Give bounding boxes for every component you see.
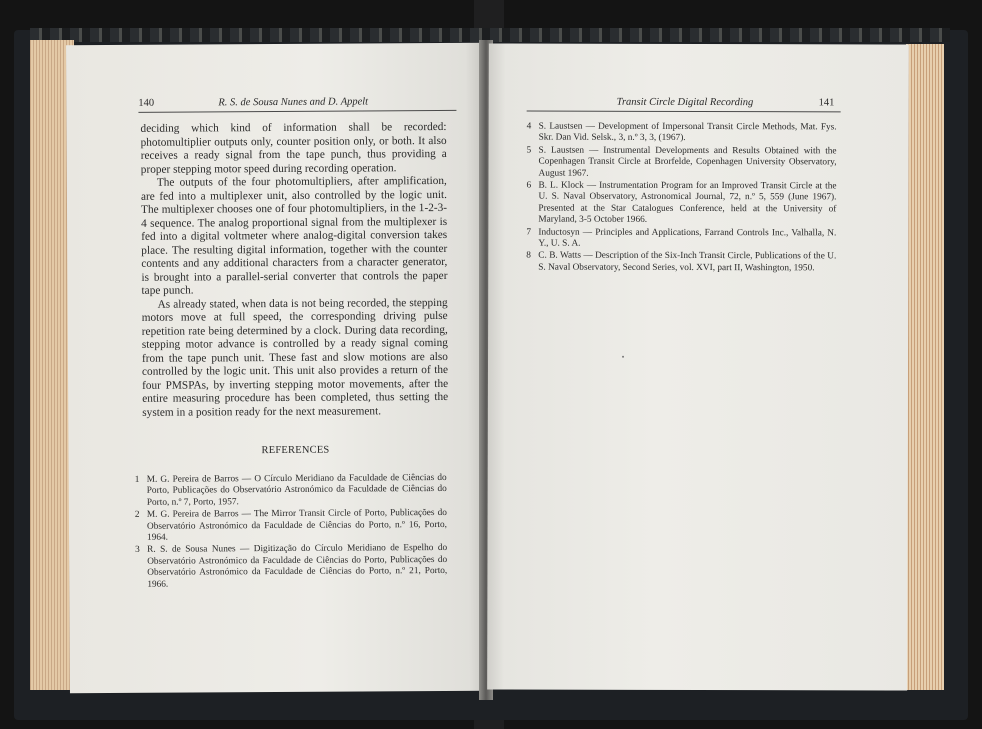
reference-text: B. L. Klock — Instrumentation Program for an Improved Transit Circle at the U. S. Naval Observatory, Astronomical Journal, 72, n.º 5, 559 (June 1967). Presented at the Star Catalogues Conference, held at the University of Maryland, 3-5 October 1966. [538,180,837,226]
right-references-list [526,122,836,276]
right-page-stack [906,44,944,690]
references-heading: REFERENCES [261,444,330,457]
reference-text: S. Laustsen — Development of Impersonal Transit Circle Methods, Mat. Fys. Skr. Dan Vid. Selsk., 3, n.º 3, 3, (1967). [538,121,837,144]
reference-text: C. B. Watts — Description of the Six-Inch Transit Circle, Publications of the U. S. Naval Observatory, Second Series, vol. XVI, part II, Washington, 1950. [538,251,837,274]
reference-number: 3 [135,545,140,556]
left-body-text [140,121,448,420]
reference-item [526,145,836,180]
reference-item [526,227,836,251]
reference-text: S. Laustsen — Instrumental Developments and Results Obtained with the Copenhagen Transit Circle at Brorfelde, Copenhagen University Observatory, August 1967. [538,145,837,179]
reference-text: Inductosyn — Principles and Applications, Farrand Controls Inc., Valhalla, N. Y., U. S. A. [538,227,837,249]
left-page [66,43,486,694]
reference-item [527,122,837,146]
left-references-list [135,473,448,592]
reference-text: M. G. Pereira de Barros — O Círculo Meridiano da Faculdade de Ciências do Porto, Publicações do Observatório Astronómico da Faculdade de Ciências do Porto, n.º 7, Porto, 1957. [146,472,447,508]
paragraph: As already stated, when data is not being recorded, the stepping motors move at full speed, the corresponding driving pulse repetition rate being determined by a clock. During data recording, stepping motor advance is controlled by a ready signal coming from the tape punch unit. These fast and slow motions are also controlled by the logic unit. This unit also provides a return of the four PMSPAs, by inverting stepping motor movements, after the entire measuring procedure has been completed, thus setting the system in a position ready for the next measurement. [141,296,449,419]
reference-item [526,251,836,275]
paragraph: The outputs of the four photomultipliers, after amplification, are fed into a multiplexer unit, also controlled by the logic unit. The multiplexer chooses one of four photomultipliers, in the 1-2-3-4 sequence. The analog proportional signal from the multiplexer is fed into a digital voltmeter where analog-digital conversion takes place. The resulting digital information, together with the counter contents and any additional characters from a character generator, is brought into a parallel-serial converter that controls the paper tape punch. [140,174,448,297]
reference-number: 2 [134,510,140,521]
reference-number: 6 [526,180,532,191]
reference-text: M. G. Pereira de Barros — The Mirror Transit Circle of Porto, Publicações do Observatório Astronómico da Faculdade de Ciências do Porto, n.º 16, Porto, 1964. [146,508,447,543]
left-header-rule [138,110,456,113]
reference-item [135,473,447,509]
reference-item [135,508,447,544]
reference-number: 1 [134,474,140,485]
reference-number: 7 [526,227,532,238]
left-page-number: 140 [138,97,155,109]
left-running-head: R. S. de Sousa Nunes and D. Appelt [218,96,369,109]
reference-item [135,543,447,591]
reference-text: R. S. de Sousa Nunes — Digitização do Círculo Meridiano de Espelho do Observatório Astronómico da Faculdade de Ciências do Porto, Publicações do Observatório Astronómico da Faculdade de Ciências do Porto, n.º 21, Porto, 1966. [147,543,448,590]
paper-speck [622,356,624,358]
right-page-number: 141 [818,97,835,109]
right-running-head: Transit Circle Digital Recording [616,96,754,109]
right-header-rule [527,111,841,113]
reference-item [526,181,836,227]
reference-number: 4 [526,121,532,132]
right-page [487,43,909,690]
reference-number: 5 [526,145,532,156]
paragraph: deciding which kind of information shall be recorded: photomultiplier outputs only, counter position only, or both. It also receives a ready signal from the tape punch, thus providing a proper stepping motor speed during recording operation. [140,120,447,176]
reference-number: 8 [526,251,531,262]
